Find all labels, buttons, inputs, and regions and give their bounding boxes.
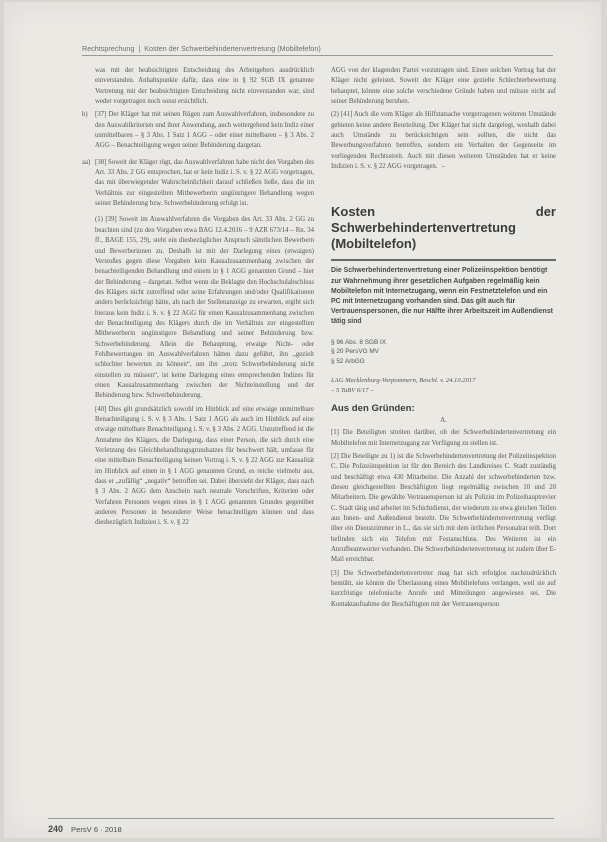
page-number: 240 — [48, 824, 64, 834]
court-name: LAG Mecklenburg-Vorpommern, Beschl. v. 24.10.2017 — [331, 377, 476, 385]
footer-rule — [48, 818, 554, 819]
paragraph: (1) [39] Soweit im Auswahlverfahren die Vorgaben des Art. 33 Abs. 2 GG zu beachten sind (zu den Vorgaben etwa BAG 12.4.2016 – 9 AZR 673/14 – Rn. 34 ff., BAGE 155, 29), steht ein diesbezüglicher Anspruch sämtlichen Bewerbern und Bewerberinnen zu. Deshalb ist mit der Darlegung eines (etwaigen) Verstoßes gegen diese Vorgaben kein Kausalzusammenhang zwischen der benachteiligenden Behandlung und einem in § 1 AGG genannten Grund – hier der Behinderung – dargetan. Selbst wenn die Beklagte den Hochschulabschluss des Klägers nicht zutreffend oder seine Erfahrungen und/oder Qualifikationen anders berücksichtigt hätte, als nach der Stellenanzeige zu erwarten, ergibt sich hieraus kein Indiz i. S. v. § 22 AGG für einen Kausalzusammenhang zwischen der Benachteiligung des Klägers durch die im Verhältnis zur eingestellten Mitbewerberin ungünstigere Behandlung und seiner Behinderung bzw. Schwerbehinderung. Allein die Behauptung, etwaige Nicht- oder Fehlbewertungen im Auswahlverfahren hätten dazu geführt, ihn „gezielt schlechter bewerten zu können“, um ihn „trotz Schwerbehinderung nicht einstellen zu müssen“, ist keine Darlegung eines entsprechenden Indizes für einen Kausalzusammenhang zwischen der Nichteinstellung und der Behinderung bzw. Schwerbehinderung. — [95, 216, 314, 400]
norms-list — [331, 338, 556, 367]
list-item-aa — [82, 158, 314, 210]
page-footer — [48, 824, 122, 834]
paragraph-text: (2) [41] Auch die vom Kläger als Hilfstatsache vorgetragenen weiteren Umstände gebieten keine andere Beurteilung. Der Kläger hat nicht dargelegt, weshalb dabei auch Umstände zu berücksichtigen sein sollten, die nicht das Bewerbungsverfahren betreffen, sondern ein Verhalten der Gegenseite im vorliegenden Rechtsstreit. Auch mit diesen weiteren Umständen hat er keine Indizien i. S. v. § 22 AGG vorgetragen. — [331, 111, 556, 171]
court-citation — [331, 376, 556, 395]
norm-item: § 96 Abs. 8 SGB IX — [331, 338, 387, 346]
paragraph: [1] Die Beteiligten streiten darüber, ob der Schwerbehindertenvertretung ein Mobiltelefon mit Internetzugang zur Verfügung zu stellen ist. — [331, 429, 556, 447]
article-title: Kosten der Schwerbehindertenvertretung (Mobiltelefon) — [331, 204, 556, 252]
item-marker: aa) — [82, 158, 91, 166]
header-rule — [82, 55, 553, 56]
norm-item: § 20 PersVG MV — [331, 348, 379, 356]
reasons-heading: Aus den Gründen: — [331, 402, 415, 414]
section-label: A. — [440, 416, 447, 424]
paragraph: was mit der beabsichtigten Entscheidung des Arbeitgebers ausdrücklich einverstanden. Anhaltspunkte dafür, dass eine in § 92 SGB IX genannte Vertretung mit der beabsichtigten Entscheidung nicht einverstanden war, sind weder vorgetragen noch sonst ersichtlich. — [95, 67, 314, 106]
list-item-b — [82, 110, 314, 151]
running-header — [82, 44, 552, 53]
paragraph: [37] Der Kläger hat mit seinen Rügen zum Auswahlverfahren, insbesondere zu den Auswahlkriterien und ihrer Anwendung, auch weitergehend kein Indiz einer unmittelbaren – § 3 Abs. 1 Satz 1 AGG – oder einer mittelbaren – § 3 Abs. 2 AGG – Benachteiligung wegen seiner Behinderung dargetan. — [95, 111, 314, 150]
header-section: Rechtsprechung — [82, 44, 135, 53]
right-column — [331, 66, 556, 806]
end-dash: – — [441, 163, 445, 171]
paragraph: [2] Die Beteiligte zu 1) ist die Schwerbehindertenvertretung der Polizeiinspektion C. Die Polizeiinspektion ist für den Bereich des Landkreises C. Stadt zuständig und beschäftigt etwa 430 Mitarbeiter. Die Anzahl der schwerbehinderten bzw. diesen gleichgestellten Beschäftigten liegt regelmäßig zwischen 10 und 20 Mitarbeitern. Die gewählte Vertrauensperson ist als Polizist im Polizeihauptrevier C. Stadt tätig und arbeitet im Schichtdienst, der wiederum zu etwa gleichen Teilen aus Innen- und Außendienst besteht. Die Schwerbehindertenvertretung verfügt über ein Dienstzimmer in L., das sie sich mit dem örtlichen Personalrat teilt. Dort befinden sich ein Telefon mit Festanschluss. Des Weiteren ist ein Anrufbeantworter vorhanden. Die Schwerbehindertenvertretung ist zudem über E-Mail erreichbar. — [331, 453, 556, 564]
page — [4, 2, 601, 838]
paragraph: [3] Die Schwerbehindertenvertreter mag hat sich erfolglos nachzudrücklich bemüht, sie könnte die Überlassung eines Mobiltelefons verlangen, weil sie auf kurzfristige telefonische Anrufe und Mitteilungen angewiesen sei. Die Kontaktaufnahme der Beschäftigten mit der Vertrauensperson — [331, 569, 556, 608]
paragraph: [40] Dies gilt grundsätzlich sowohl im Hinblick auf eine etwaige unmittelbare Benachteiligung i. S. v. § 3 Abs. 1 Satz 1 AGG als auch im Hinblick auf eine etwaige mittelbare Benachteiligung i. S. v. § 3 Abs. 2 AGG. Unzutreffend ist die Annahme des Klägers, die Darlegung, dass einer Person, die sich durch eine Verletzung des Gleichbehandlungsgrundsatzes für beschwert hält, umfasse für eine mittelbare Benachteiligung keinen Vortrag i. S. v. § 22 AGG zur Kausalität im Hinblick auf einen in § 1 AGG genannten Grund, es reiche vielmehr aus, dass er „zufällig“ „negativ“ betroffen sei. Dabei übersieht der Kläger, dass nach § 3 Abs. 2 AGG dem Anschein nach neutrale Vorschriften, Kriterien oder Verfahren Personen wegen eines in § 1 AGG genannten Grundes gegenüber anderen Personen in besonderer Weise benachteiligen können und dass diesbezüglich Indizien i. S. v. § 22 — [95, 405, 314, 527]
paragraph — [331, 110, 556, 172]
header-separator: | — [138, 44, 141, 53]
left-column — [82, 66, 314, 806]
paragraph: AGG von der klagenden Partei vorzutragen sind. Einen solchen Vortrag hat der Kläger nicht geleistet. Soweit der Kläger eine gezielte Schlechterbewertung behauptet, könnte eine solche verschiedene Gründe haben und müsste nicht auf seiner Behinderung beruhen. — [331, 67, 556, 106]
item-marker: b) — [82, 111, 88, 119]
journal-name: PersV 6 · 2018 — [71, 825, 122, 834]
title-rule — [331, 259, 556, 261]
court-docket: – 5 TaBV 6/17 – — [331, 387, 374, 395]
paragraph: [38] Soweit der Kläger rügt, das Auswahlverfahren habe nicht den Vorgaben des Art. 33 Abs. 2 GG entsprochen, hat er kein Indiz i. S. v. § 22 AGG vorgetragen, das mit überwiegender Wahrscheinlichkeit darauf schließen ließe, dass die im Verhältnis zur eingestellten Mitbewerberin ungünstigere Behandlung wegen seiner Behinderung bzw. Schwerbehinderung erfolgt ist. — [95, 158, 314, 208]
norm-item: § 52 ArbGG — [331, 357, 365, 365]
lead-paragraph: Die Schwerbehindertenvertretung einer Polizeiinspektion benötigt zur Wahrnehmung ihrer gesetzlichen Aufgaben regelmäßig kein Mobiltelefon mit Internetzugang, wenn ein Festnetztelefon und ein PC mit Internetzugang vorhanden sind. Das gilt auch für Vertrauenspersonen, die nur Hälfte ihrer Arbeitszeit im Außendienst tätig sind — [331, 267, 553, 326]
header-topic: Kosten der Schwerbehindertenvertretung (Mobiltelefon) — [144, 44, 321, 53]
